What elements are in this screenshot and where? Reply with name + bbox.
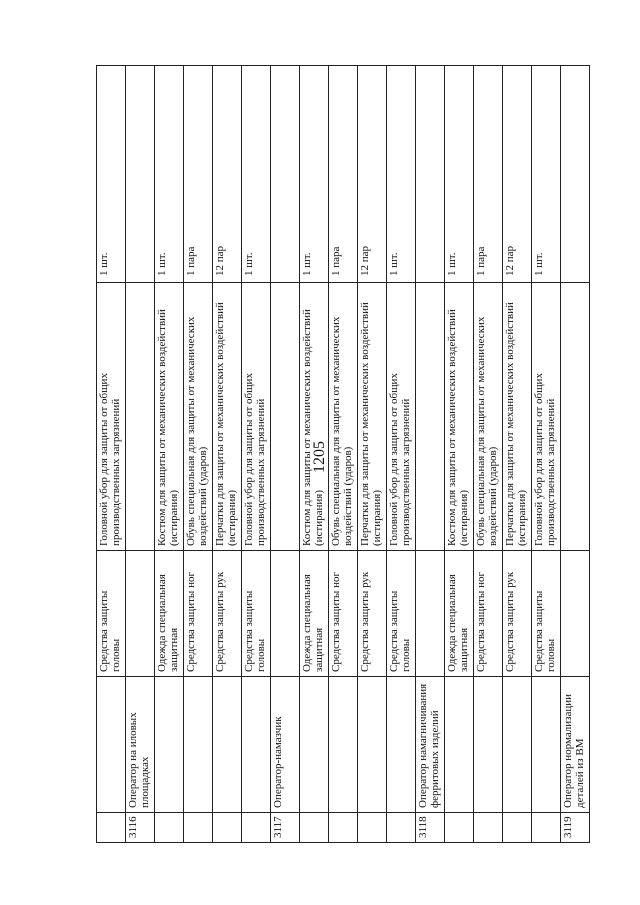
profession-cell bbox=[242, 677, 271, 813]
ppe-item-cell: Головной убор для защиты от общих производственных загрязнений bbox=[387, 283, 416, 551]
profession-cell: Оператор намагничивания ферритовых изделий bbox=[416, 677, 445, 813]
quantity-cell bbox=[271, 66, 300, 283]
row-number-cell: 3119 bbox=[561, 813, 590, 843]
profession-cell bbox=[474, 677, 503, 813]
profession-cell: Оператор нормализации деталей из ВМ bbox=[561, 677, 590, 813]
quantity-cell: 12 пар bbox=[503, 66, 532, 283]
row-number-cell bbox=[329, 813, 358, 843]
ppe-type-cell: Средства защиты головы bbox=[242, 551, 271, 677]
table-row bbox=[97, 66, 126, 843]
profession-cell bbox=[97, 677, 126, 813]
ppe-type-cell: Средства защиты ног bbox=[329, 551, 358, 677]
ppe-type-cell: Средства защиты рук bbox=[358, 551, 387, 677]
ppe-item-cell: Перчатки для защиты от механических воздействий (истирания) bbox=[503, 283, 532, 551]
ppe-item-cell: Перчатки для защиты от механических воздействий (истирания) bbox=[358, 283, 387, 551]
ppe-item-cell bbox=[271, 283, 300, 551]
ppe-type-cell: Одежда специальная защитная bbox=[445, 551, 474, 677]
row-number-cell bbox=[474, 813, 503, 843]
ppe-type-cell: Средства защиты ног bbox=[474, 551, 503, 677]
row-number-cell bbox=[97, 813, 126, 843]
profession-cell: Оператор на иловых площадках bbox=[126, 677, 155, 813]
ppe-item-cell: Головной убор для защиты от общих производственных загрязнений bbox=[242, 283, 271, 551]
profession-cell: Оператор-намазчик bbox=[271, 677, 300, 813]
table-row bbox=[561, 66, 590, 843]
ppe-item-cell: Обувь специальная для защиты от механических воздействий (ударов) bbox=[184, 283, 213, 551]
table-row bbox=[474, 66, 503, 843]
row-number-cell: 3116 bbox=[126, 813, 155, 843]
page-number: 1205 bbox=[311, 441, 328, 473]
profession-cell bbox=[503, 677, 532, 813]
profession-cell bbox=[213, 677, 242, 813]
table-row bbox=[503, 66, 532, 843]
profession-cell bbox=[155, 677, 184, 813]
rotated-table-container bbox=[96, 66, 586, 843]
profession-cell bbox=[445, 677, 474, 813]
ppe-item-cell: Костюм для защиты от механических воздействий (истирания) bbox=[300, 283, 329, 551]
quantity-cell: 1 шт. bbox=[242, 66, 271, 283]
row-number-cell bbox=[503, 813, 532, 843]
row-number-cell bbox=[155, 813, 184, 843]
row-number-cell bbox=[532, 813, 561, 843]
row-number-cell bbox=[445, 813, 474, 843]
document-table-area bbox=[96, 66, 586, 843]
row-number-cell bbox=[358, 813, 387, 843]
ppe-item-cell bbox=[416, 283, 445, 551]
ppe-type-cell: Средства защиты рук bbox=[213, 551, 242, 677]
ppe-item-cell: Перчатки для защиты от механических воздействий (истирания) bbox=[213, 283, 242, 551]
quantity-cell: 1 шт. bbox=[155, 66, 184, 283]
table-row bbox=[445, 66, 474, 843]
quantity-cell: 1 пара bbox=[329, 66, 358, 283]
quantity-cell bbox=[416, 66, 445, 283]
profession-cell bbox=[329, 677, 358, 813]
ppe-item-cell: Обувь специальная для защиты от механических воздействий (ударов) bbox=[329, 283, 358, 551]
ppe-type-cell: Средства защиты головы bbox=[532, 551, 561, 677]
row-number-cell bbox=[184, 813, 213, 843]
ppe-type-cell: Одежда специальная защитная bbox=[155, 551, 184, 677]
row-number-cell: 3118 bbox=[416, 813, 445, 843]
quantity-cell bbox=[561, 66, 590, 283]
ppe-type-cell: Средства защиты рук bbox=[503, 551, 532, 677]
ppe-type-cell bbox=[126, 551, 155, 677]
quantity-cell bbox=[126, 66, 155, 283]
row-number-cell bbox=[213, 813, 242, 843]
ppe-item-cell: Головной убор для защиты от общих производственных загрязнений bbox=[532, 283, 561, 551]
ppe-type-cell: Средства защиты головы bbox=[387, 551, 416, 677]
table-row bbox=[213, 66, 242, 843]
ppe-item-cell bbox=[561, 283, 590, 551]
table-row bbox=[242, 66, 271, 843]
table-row bbox=[126, 66, 155, 843]
ppe-type-cell: Одежда специальная защитная bbox=[300, 551, 329, 677]
table-row bbox=[416, 66, 445, 843]
ppe-type-cell: Средства защиты головы bbox=[97, 551, 126, 677]
table-body bbox=[97, 66, 590, 843]
ppe-type-cell bbox=[271, 551, 300, 677]
quantity-cell: 1 шт. bbox=[387, 66, 416, 283]
quantity-cell: 1 пара bbox=[474, 66, 503, 283]
quantity-cell: 12 пар bbox=[213, 66, 242, 283]
quantity-cell: 12 пар bbox=[358, 66, 387, 283]
table-row bbox=[329, 66, 358, 843]
profession-cell bbox=[184, 677, 213, 813]
quantity-cell: 1 шт. bbox=[300, 66, 329, 283]
ppe-item-cell: Костюм для защиты от механических воздействий (истирания) bbox=[155, 283, 184, 551]
row-number-cell: 3117 bbox=[271, 813, 300, 843]
ppe-item-cell: Костюм для защиты от механических воздействий (истирания) bbox=[445, 283, 474, 551]
ppe-item-cell: Обувь специальная для защиты от механических воздействий (ударов) bbox=[474, 283, 503, 551]
ppe-type-cell bbox=[416, 551, 445, 677]
profession-cell bbox=[300, 677, 329, 813]
ppe-item-cell bbox=[126, 283, 155, 551]
table-row bbox=[358, 66, 387, 843]
profession-cell bbox=[358, 677, 387, 813]
row-number-cell bbox=[242, 813, 271, 843]
ppe-type-cell: Средства защиты ног bbox=[184, 551, 213, 677]
table-row bbox=[271, 66, 300, 843]
ppe-type-cell bbox=[561, 551, 590, 677]
profession-cell bbox=[387, 677, 416, 813]
table-row bbox=[155, 66, 184, 843]
ppe-item-cell: Головной убор для защиты от общих производственных загрязнений bbox=[97, 283, 126, 551]
row-number-cell bbox=[300, 813, 329, 843]
profession-cell bbox=[532, 677, 561, 813]
ppe-norms-table bbox=[96, 65, 590, 843]
table-row bbox=[300, 66, 329, 843]
row-number-cell bbox=[387, 813, 416, 843]
table-row bbox=[532, 66, 561, 843]
quantity-cell: 1 шт. bbox=[532, 66, 561, 283]
quantity-cell: 1 пара bbox=[184, 66, 213, 283]
table-row bbox=[387, 66, 416, 843]
table-row bbox=[184, 66, 213, 843]
quantity-cell: 1 шт. bbox=[97, 66, 126, 283]
quantity-cell: 1 шт. bbox=[445, 66, 474, 283]
